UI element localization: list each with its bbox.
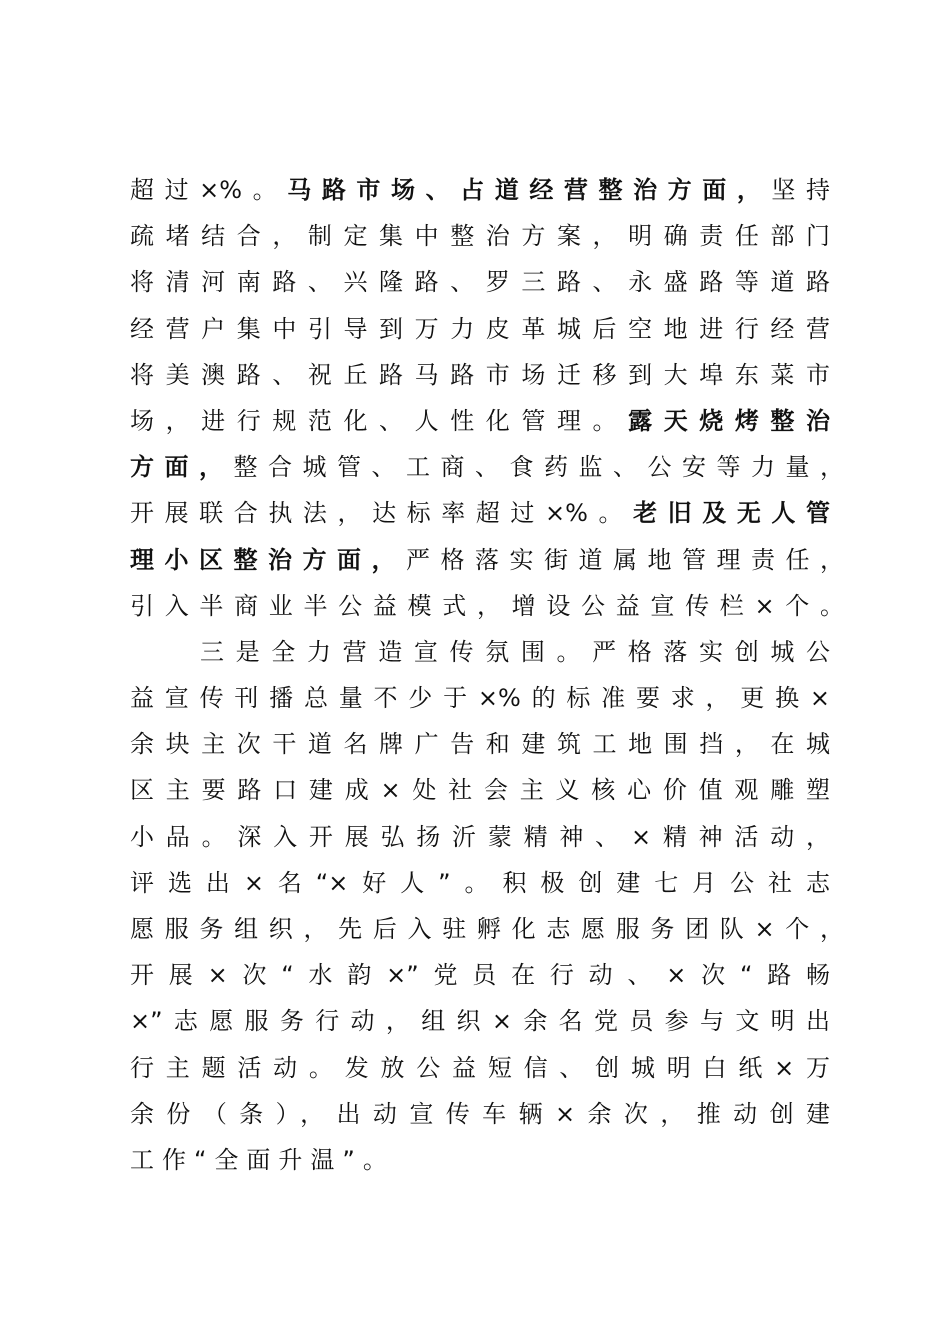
text-line xyxy=(130,767,830,813)
text-segment: 评选出×名“×好人”。积极创建七月公社志 xyxy=(130,868,830,897)
text-segment: 将美澳路、祝丘路马路市场迁移到大埠东菜市 xyxy=(130,360,830,389)
text-segment: 开展×次“水韵×”党员在行动、×次“路畅 xyxy=(130,961,830,990)
text-segment: 开展联合执法，达标率超过×%。 xyxy=(130,499,634,528)
text-segment: 工作“全面升温”。 xyxy=(130,1145,395,1174)
text-segment: 经营户集中引导到万力皮革城后空地进行经营 xyxy=(130,314,830,343)
text-line xyxy=(130,398,830,444)
text-line xyxy=(130,860,830,906)
text-line xyxy=(130,306,830,352)
text-segment: 将清河南路、兴隆路、罗三路、永盛路等道路 xyxy=(130,268,830,297)
text-line xyxy=(130,998,830,1044)
text-segment: 余份（条），出动宣传车辆×余次，推动创建 xyxy=(130,1099,830,1128)
text-segment: 超过×%。 xyxy=(130,176,288,204)
bold-heading-segment: 马路市场、占道经营整治方面， xyxy=(287,176,772,204)
text-line xyxy=(130,1091,830,1137)
text-line xyxy=(130,1045,830,1091)
text-line xyxy=(130,583,844,629)
text-line xyxy=(130,629,830,675)
text-segment: 区主要路口建成×处社会主义核心价值观雕塑 xyxy=(130,776,830,805)
document-body xyxy=(130,167,844,1183)
text-line xyxy=(130,213,830,259)
text-line xyxy=(130,906,844,952)
text-segment: 小品。深入开展弘扬沂蒙精神、×精神活动， xyxy=(130,822,830,851)
text-line xyxy=(130,721,830,767)
text-segment: 行主题活动。发放公益短信、创城明白纸×万 xyxy=(130,1053,830,1082)
text-segment: ×”志愿服务行动，组织×余名党员参与文明出 xyxy=(130,1007,830,1036)
text-segment: 严格落实街道属地管理责任， xyxy=(406,545,844,574)
text-line xyxy=(130,675,830,721)
bold-heading-segment: 方面， xyxy=(130,453,234,482)
text-segment: 场，进行规范化、人性化管理。 xyxy=(130,406,629,435)
text-line xyxy=(130,1137,830,1183)
text-segment: 整合城管、工商、食药监、公安等力量， xyxy=(233,453,844,482)
text-segment: 疏堵结合，制定集中整治方案，明确责任部门 xyxy=(130,222,830,251)
text-line xyxy=(130,444,844,490)
text-segment: 坚持 xyxy=(771,176,830,204)
text-line xyxy=(130,537,844,583)
text-line xyxy=(130,167,830,213)
text-segment: 三是全力营造宣传氛围。严格落实创城公 xyxy=(200,637,830,666)
text-segment: 愿服务组织，先后入驻孵化志愿服务团队×个， xyxy=(130,915,844,943)
text-segment: 引入半商业半公益模式，增设公益宣传栏×个。 xyxy=(130,591,844,620)
text-segment: 余块主次干道名牌广告和建筑工地围挡，在城 xyxy=(130,730,830,759)
bold-heading-segment: 露天烧烤整治 xyxy=(628,406,830,435)
bold-heading-segment: 老旧及无人管 xyxy=(633,499,830,528)
text-line xyxy=(130,490,830,536)
text-line xyxy=(130,259,830,305)
text-line xyxy=(130,814,830,860)
text-segment: 益宣传刊播总量不少于×%的标准要求，更换× xyxy=(130,684,830,713)
bold-heading-segment: 理小区整治方面， xyxy=(130,545,406,574)
text-line xyxy=(130,352,830,398)
text-line xyxy=(130,952,830,998)
